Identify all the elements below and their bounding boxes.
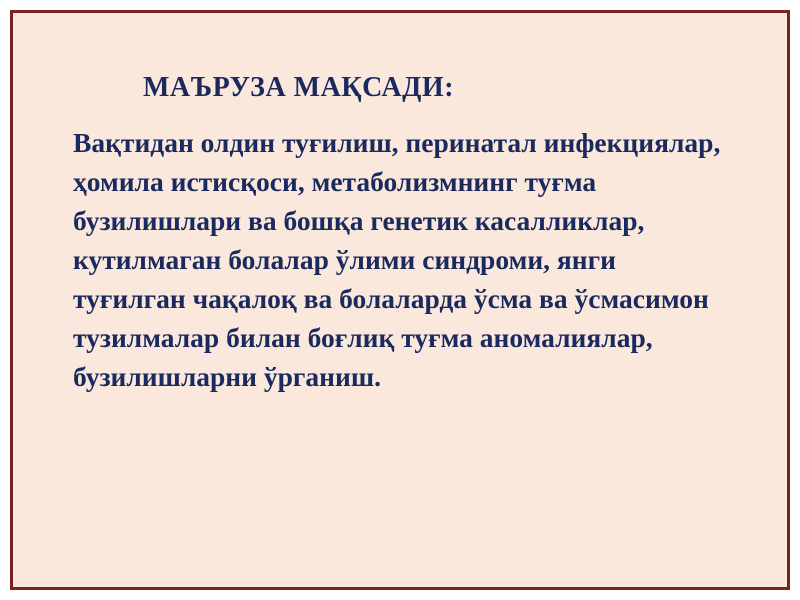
slide-frame (10, 10, 790, 590)
slide-content (13, 13, 787, 587)
slide-body-text: Вақтидан олдин туғилиш, перинатал инфекциялар, ҳомила истисқоси, метаболизмнинг туғма бузилишлари ва бошқа генетик касалликлар, кутилмаган болалар ўлими синдроми, янги туғилган чақалоқ ва болаларда ўсма ва ўсмасимон тузилмалар билан боғлиқ туғма аномалиялар, бузилишларни ўрганиш. (73, 126, 721, 392)
page-title: МАЪРУЗА МАҚСАДИ: (143, 72, 455, 103)
